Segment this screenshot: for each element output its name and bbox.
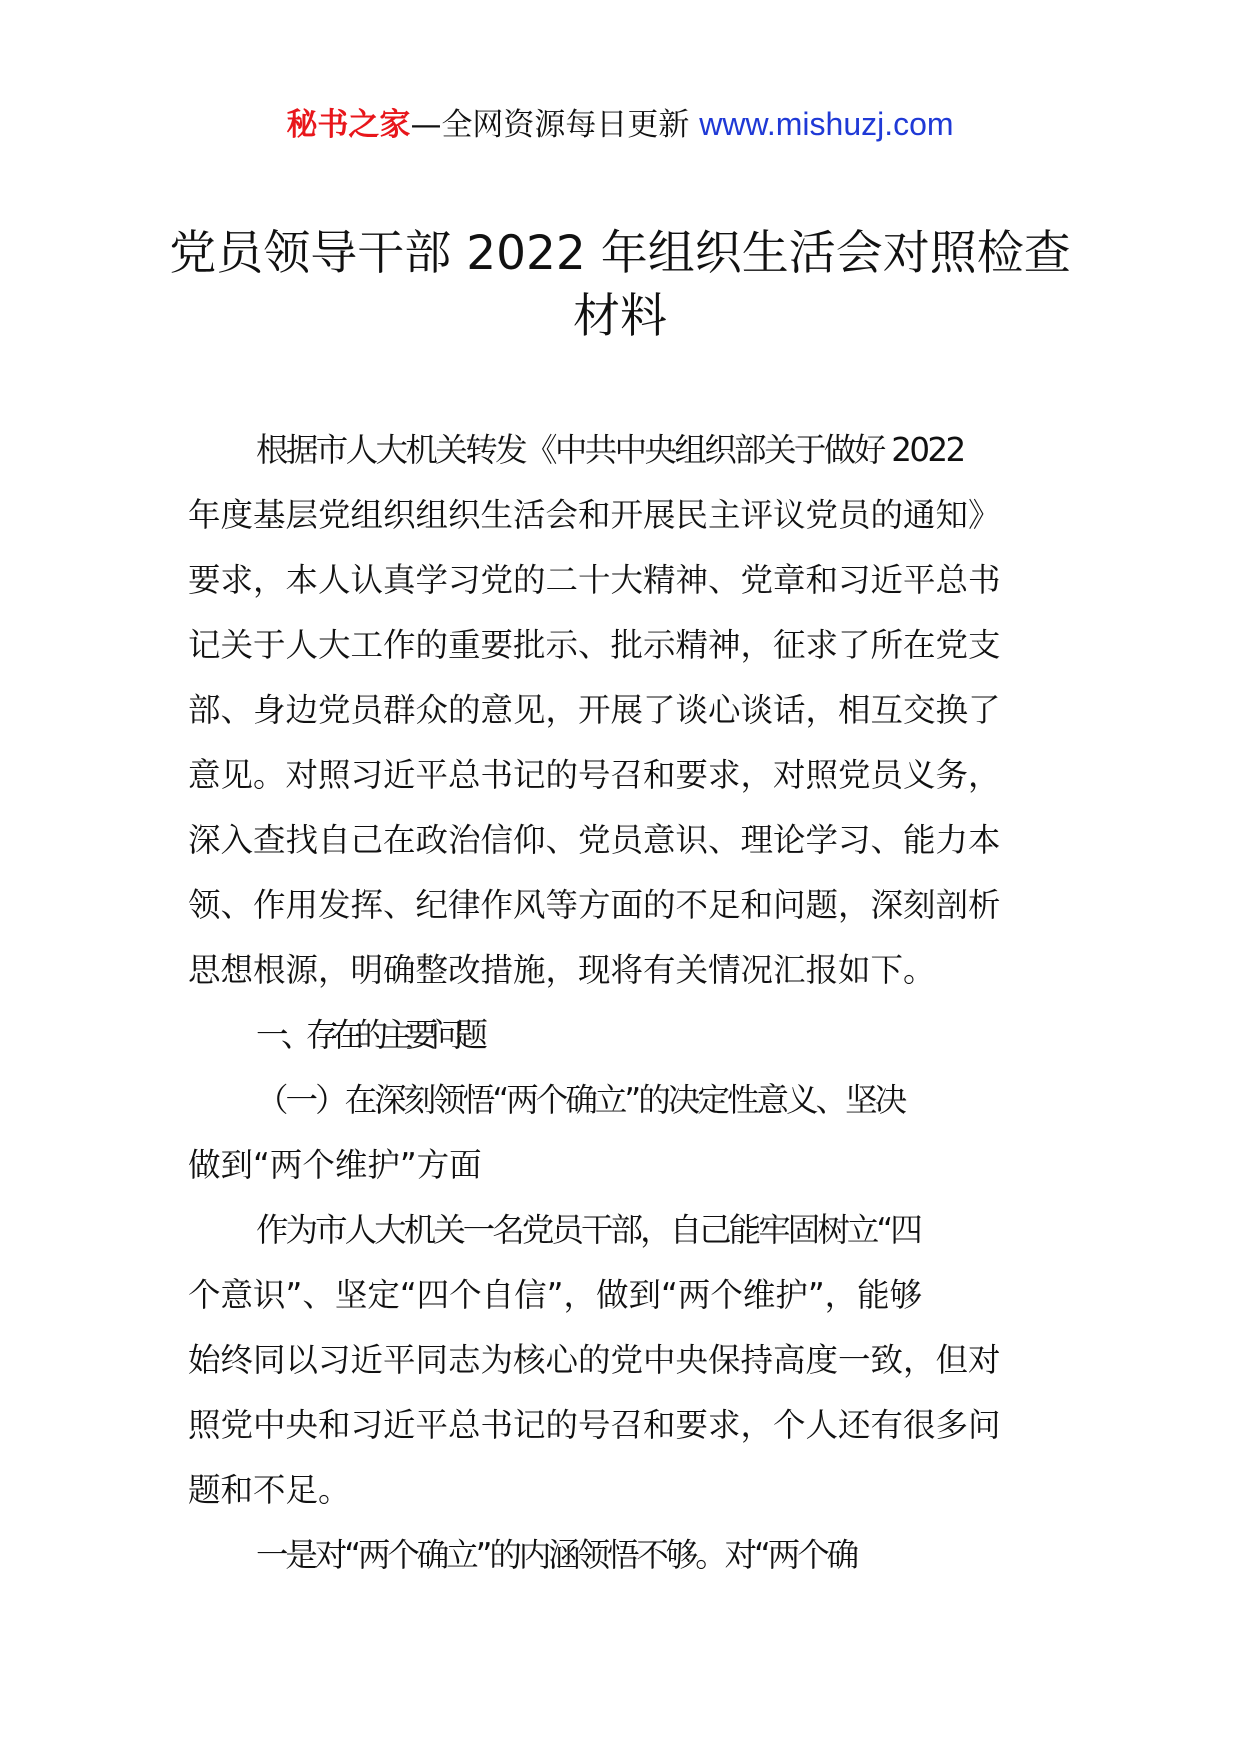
body-line: 深入查找自己在政治信仰、党员意识、理论学习、能力本 <box>188 821 1001 859</box>
body-line: 作为市人大机关一名党员干部，自己能牢固树立“四 <box>256 1211 920 1249</box>
body-line: 始终同以习近平同志为核心的党中央保持高度一致，但对 <box>188 1341 1001 1379</box>
body-line: 年度基层党组织组织生活会和开展民主评议党员的通知》 <box>188 496 1001 534</box>
body-line: 一是对“两个确立”的内涵领悟不够。对“两个确 <box>256 1536 857 1574</box>
section-heading: 一、存在的主要问题 <box>256 1016 481 1054</box>
site-header <box>0 100 1240 149</box>
body-line: 根据市人大机关转发《中共中央组织部关于做好 2022 <box>256 431 964 469</box>
subsection-heading-cont: 做到“两个维护”方面 <box>188 1146 482 1184</box>
title-line-2: 材料 <box>573 289 667 344</box>
site-brand: 秘书之家 <box>286 107 411 143</box>
body-line: 部、身边党员群众的意见，开展了谈心谈话，相互交换了 <box>188 691 1001 729</box>
body-line: 个意识”、坚定“四个自信”，做到“两个维护”，能够 <box>188 1276 923 1314</box>
subsection-heading: （一）在深刻领悟“两个确立”的决定性意义、坚决 <box>256 1081 905 1119</box>
body-line: 题和不足。 <box>188 1471 351 1509</box>
body-line: 记关于人大工作的重要批示、批示精神，征求了所在党支 <box>188 626 1001 664</box>
body-line: 要求，本人认真学习党的二十大精神、党章和习近平总书 <box>188 561 1001 599</box>
document-title <box>150 222 1090 348</box>
site-url-link[interactable]: www.mishuzj.com <box>699 106 954 142</box>
body-line: 思想根源，明确整改措施，现将有关情况汇报如下。 <box>188 951 936 989</box>
site-tagline: —全网资源每日更新 <box>410 107 700 143</box>
title-line-1: 党员领导干部 2022 年组织生活会对照检查 <box>169 226 1071 281</box>
document-body <box>188 418 1056 1588</box>
body-line: 意见。对照习近平总书记的号召和要求，对照党员义务， <box>188 756 1001 794</box>
body-line: 领、作用发挥、纪律作风等方面的不足和问题，深刻剖析 <box>188 886 1001 924</box>
body-line: 照党中央和习近平总书记的号召和要求，个人还有很多问 <box>188 1406 1001 1444</box>
